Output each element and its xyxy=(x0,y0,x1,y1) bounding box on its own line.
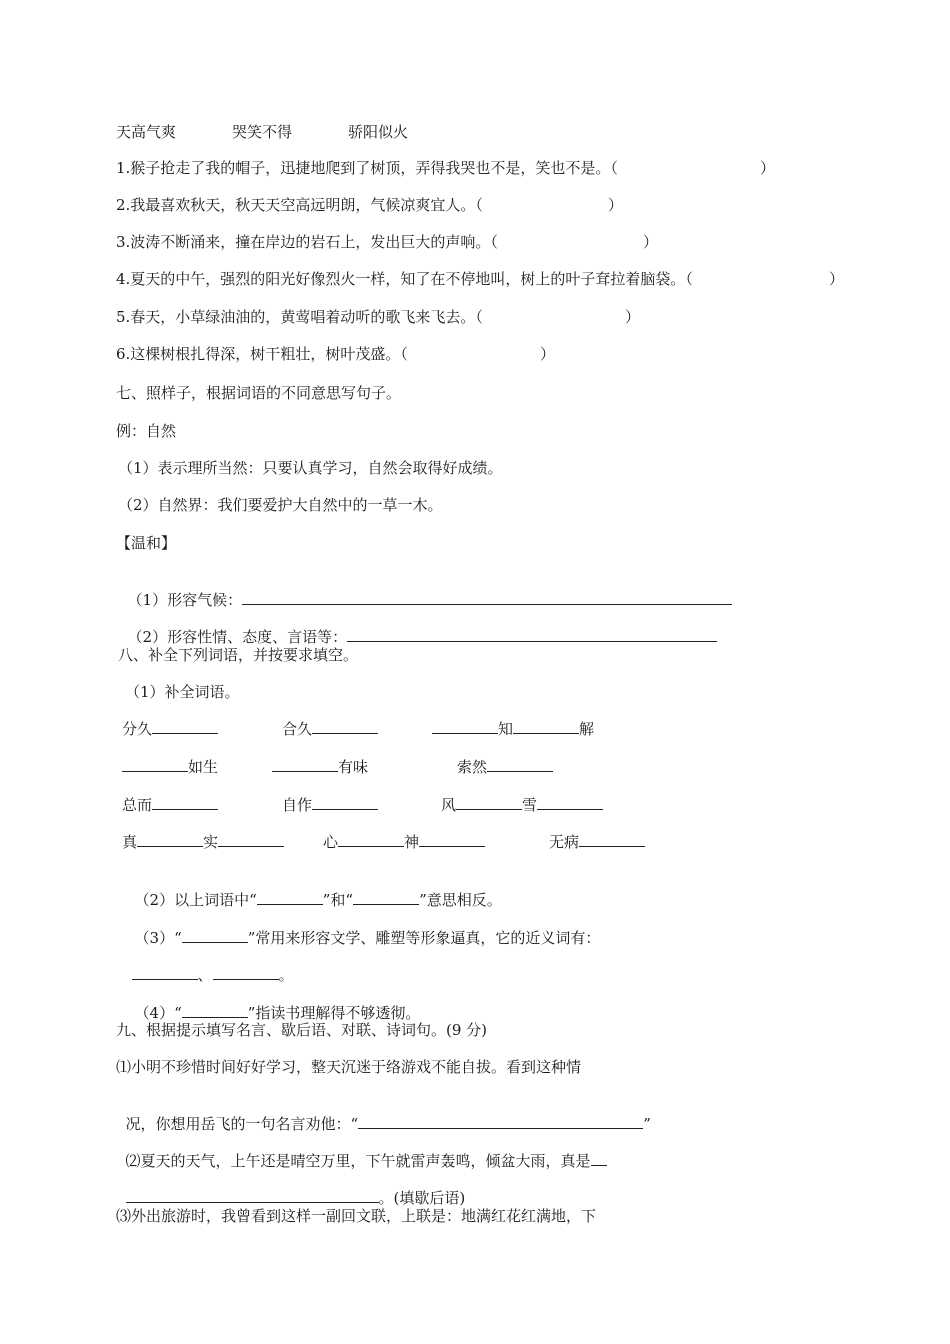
word-fragment: 风 xyxy=(441,796,457,814)
q9-p2-line2 xyxy=(116,1168,465,1208)
word-blank[interactable] xyxy=(456,795,522,810)
word-blank[interactable] xyxy=(152,795,218,810)
q8-sub3 xyxy=(125,908,600,948)
text-fragment: （2）以上词语中“ xyxy=(134,891,257,909)
word-blank[interactable] xyxy=(537,795,603,810)
q6-item-4: 4.夏天的中午，强烈的阳光好像烈火一样，知了在不停地叫，树上的叶子耷拉着脑袋。（ xyxy=(116,270,693,288)
word-fragment: 总而 xyxy=(122,796,153,814)
word-fill xyxy=(549,832,645,852)
text-fragment: （3）“ xyxy=(134,929,182,947)
idiom-2: 哭笑不得 xyxy=(232,123,293,141)
q6-item-1-close: ） xyxy=(760,159,776,177)
word-blank[interactable] xyxy=(338,832,404,847)
q7-example-2: （2）自然界：我们要爱护大自然中的一草一木。 xyxy=(118,496,443,514)
word-fill xyxy=(122,757,218,777)
word-blank[interactable] xyxy=(312,795,378,810)
word-blank[interactable] xyxy=(419,832,485,847)
text-fragment: 况，你想用岳飞的一句名言劝他：“ xyxy=(125,1115,359,1133)
q8-sub2 xyxy=(125,870,502,910)
q6-item-6-close: ） xyxy=(540,345,556,363)
word-fill xyxy=(272,757,368,777)
word-blank[interactable] xyxy=(218,832,284,847)
q6-item-3: 3.波涛不断涌来，撞在岸边的岩石上，发出巨大的声响。（ xyxy=(116,233,498,251)
word-fragment: 知 xyxy=(498,720,514,738)
word-fill xyxy=(282,719,378,739)
word-fragment: 解 xyxy=(579,720,595,738)
word-blank[interactable] xyxy=(182,928,248,943)
word-blank[interactable] xyxy=(213,965,279,980)
word-fragment: 真 xyxy=(122,833,138,851)
word-fragment: 分久 xyxy=(122,720,153,738)
text-fragment: （4）“ xyxy=(134,1004,182,1022)
answer-line[interactable] xyxy=(358,1114,643,1129)
q8-title: 八、补全下列词语，并按要求填空。 xyxy=(118,646,359,664)
word-fill xyxy=(432,719,594,739)
word-fill xyxy=(122,795,218,815)
word-fill xyxy=(282,795,378,815)
q8-sub4 xyxy=(125,983,420,1023)
answer-line[interactable] xyxy=(242,590,732,605)
idiom-1: 天高气爽 xyxy=(116,123,177,141)
q7-title: 七、照样子，根据词语的不同意思写句子。 xyxy=(116,384,402,402)
answer-line[interactable] xyxy=(591,1151,607,1166)
q6-item-3-close: ） xyxy=(643,233,659,251)
q6-item-1: 1.猴子抢走了我的帽子，迅捷地爬到了树顶，弄得我哭也不是，笑也不是。（ xyxy=(116,159,618,177)
q7-blank-1-label: （1）形容气候： xyxy=(127,591,243,609)
word-fragment: 合久 xyxy=(282,720,313,738)
q8-sub1: （1）补全词语。 xyxy=(125,683,240,701)
q7-blank-2 xyxy=(118,607,717,647)
word-blank[interactable] xyxy=(257,890,323,905)
q8-sub3-answers xyxy=(122,945,294,985)
word-fragment: 雪 xyxy=(522,796,538,814)
q9-p1-line1: ⑴小明不珍惜时间好好学习，整天沉迷于络游戏不能自拔。看到这种情 xyxy=(116,1058,582,1076)
word-fragment: 索然 xyxy=(457,758,488,776)
word-fill xyxy=(122,832,284,852)
word-blank[interactable] xyxy=(182,1003,248,1018)
q6-item-4-close: ） xyxy=(829,270,845,288)
word-blank[interactable] xyxy=(132,965,198,980)
word-fragment: 无病 xyxy=(549,833,580,851)
word-blank[interactable] xyxy=(487,757,553,772)
word-blank[interactable] xyxy=(137,832,203,847)
text-fragment: 。(填歇后语) xyxy=(378,1189,466,1207)
word-fragment: 有味 xyxy=(338,758,369,776)
q9-p1-line2 xyxy=(116,1094,651,1134)
idiom-3: 骄阳似火 xyxy=(348,123,409,141)
q9-title: 九、根据提示填写名言、歇后语、对联、诗词句。(9 分) xyxy=(116,1021,488,1039)
word-blank[interactable] xyxy=(353,890,419,905)
word-blank[interactable] xyxy=(513,719,579,734)
text-fragment: ”意思相反。 xyxy=(419,891,502,909)
text-fragment: ” xyxy=(643,1115,651,1133)
word-blank[interactable] xyxy=(312,719,378,734)
word-fill xyxy=(457,757,553,777)
q6-item-2: 2.我最喜欢秋天，秋天天空高远明朗，气候凉爽宜人。（ xyxy=(116,196,483,214)
q7-blank-1 xyxy=(118,570,732,610)
text-fragment: 、 xyxy=(197,966,213,984)
word-blank[interactable] xyxy=(579,832,645,847)
answer-line[interactable] xyxy=(347,627,717,642)
q6-item-5-close: ） xyxy=(625,308,641,326)
q7-example-label: 例：自然 xyxy=(116,422,177,440)
word-blank[interactable] xyxy=(432,719,498,734)
q7-blank-2-label: （2）形容性情、态度、言语等： xyxy=(127,628,348,646)
text-fragment: ”常用来形容文学、雕塑等形象逼真，它的近义词有： xyxy=(247,929,601,947)
q9-p2-line1 xyxy=(116,1131,607,1171)
word-fragment: 自作 xyxy=(282,796,313,814)
word-fill xyxy=(323,832,485,852)
q7-example-1: （1）表示理所当然：只要认真学习，自然会取得好成绩。 xyxy=(118,459,503,477)
word-blank[interactable] xyxy=(152,719,218,734)
text-fragment: 。 xyxy=(278,966,294,984)
word-fragment: 实 xyxy=(203,833,219,851)
word-fragment: 神 xyxy=(404,833,420,851)
text-fragment: ”和“ xyxy=(322,891,354,909)
q6-item-5: 5.春天，小草绿油油的，黄莺唱着动听的歌飞来飞去。（ xyxy=(116,308,483,326)
q6-item-2-close: ） xyxy=(608,196,624,214)
word-fragment: 心 xyxy=(323,833,339,851)
q7-word: 【温和】 xyxy=(116,534,177,552)
q9-p3-line1: ⑶外出旅游时，我曾看到这样一副回文联，上联是：地满红花红满地，下 xyxy=(116,1207,597,1225)
answer-line[interactable] xyxy=(126,1188,379,1203)
text-fragment: ⑵夏天的天气，上午还是晴空万里，下午就雷声轰鸣，倾盆大雨，真是 xyxy=(125,1152,591,1170)
q6-item-6: 6.这棵树根扎得深，树干粗壮，树叶茂盛。（ xyxy=(116,345,408,363)
word-fill xyxy=(122,719,218,739)
text-fragment: ”指读书理解得不够透彻。 xyxy=(247,1004,421,1022)
word-blank[interactable] xyxy=(122,757,188,772)
word-fragment: 如生 xyxy=(188,758,219,776)
word-blank[interactable] xyxy=(272,757,338,772)
word-fill xyxy=(441,795,603,815)
